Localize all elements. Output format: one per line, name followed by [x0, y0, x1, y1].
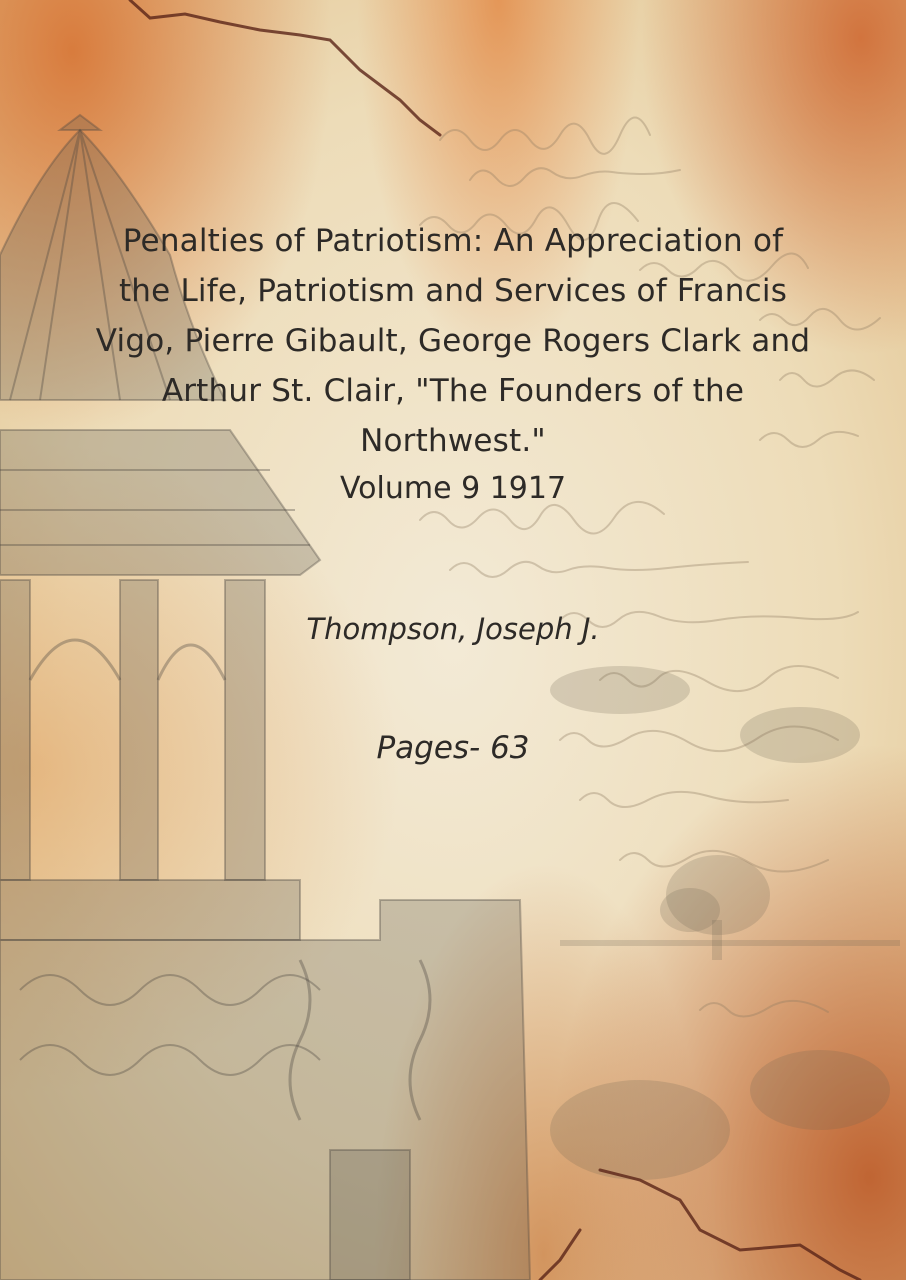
book-author: Thompson, Joseph J. — [306, 612, 600, 646]
book-volume: Volume 9 1917 — [339, 471, 567, 506]
book-title: Penalties of Patriotism: An Appreciation of the Life, Patriotism and Services of Francis Vigo, Pierre Gibault, George Rogers Clark and Arthur St. Clair, "The Founders of the Northwest." — [95, 223, 811, 459]
title-block — [0, 216, 906, 512]
page-count: Pages- 63 — [376, 730, 530, 766]
